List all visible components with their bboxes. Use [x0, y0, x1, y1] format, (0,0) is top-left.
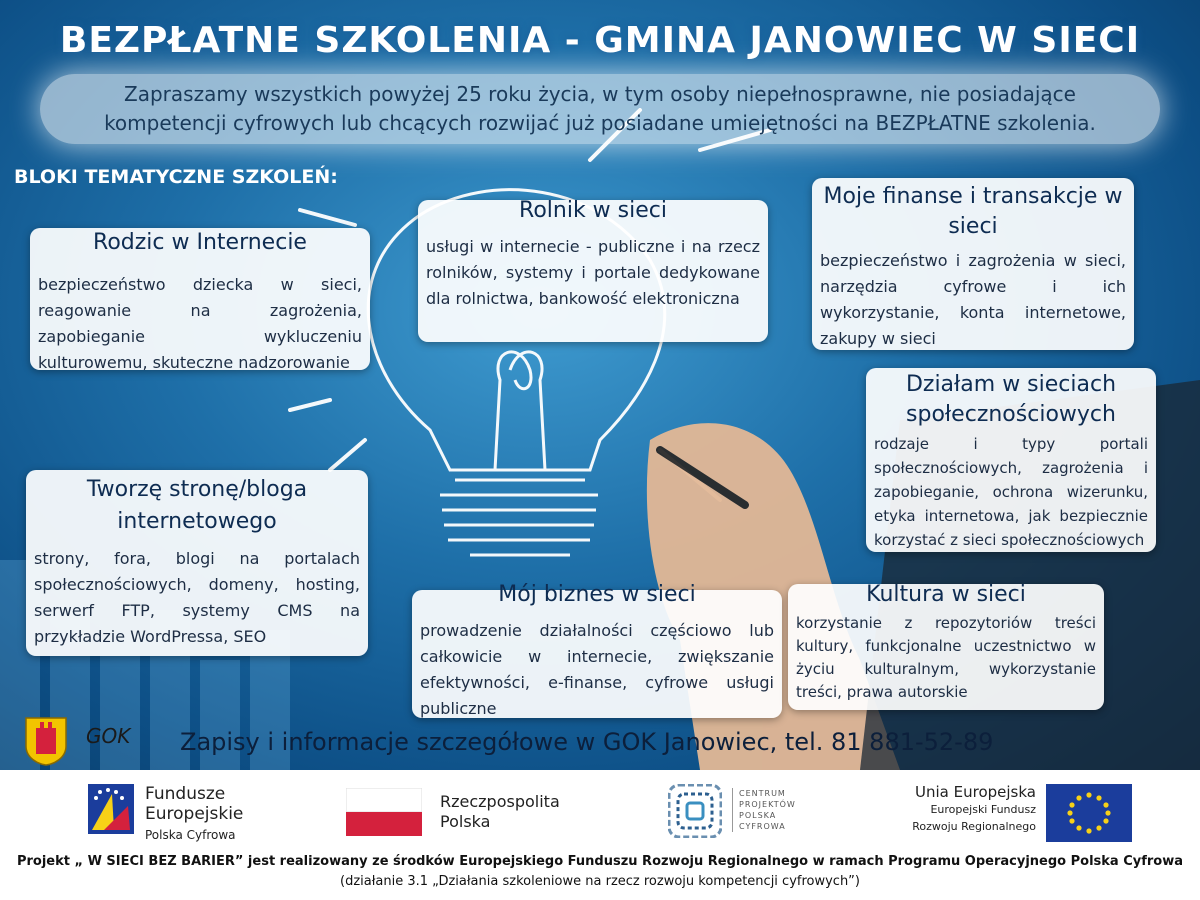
fundusze-europejskie-icon — [88, 784, 134, 834]
card-description: korzystanie z repozytoriów treści kultury, funkcjonalne uczestnictwo w życiu kulturalnym, wykorzystanie treści, prawa autorskie — [796, 614, 1096, 701]
card-title-spolecznosciowe: Działam w sieciach społecznościowych — [905, 372, 1117, 427]
fe-name — [145, 784, 243, 824]
cpp-line-3: POLSKA — [739, 811, 777, 820]
fe-line-2: Europejskie — [145, 804, 244, 824]
card-title-rodzic: Rodzic w Internecie — [93, 230, 307, 255]
ue-line-2: Europejski Fundusz — [930, 803, 1036, 816]
project-note — [0, 852, 1200, 892]
card-description: bezpieczeństwo dziecka w sieci, reagowanie na zagrożenia, zapobieganie wykluczeniu kulturowemu, skuteczne nadzorowanie — [38, 275, 362, 372]
card-biznes — [412, 590, 782, 718]
ue-line-1: Unia Europejska — [915, 783, 1036, 801]
ue-name — [880, 784, 1036, 835]
cpp-line-4: CYFROWA — [739, 822, 786, 831]
intro-line-1: Zapraszamy wszystkich powyżej 25 roku życia, w tym osoby niepełnosprawne, nie posiadające — [124, 82, 1076, 106]
project-note-line-1: Projekt „ W SIECI BEZ BARIER” jest realizowany ze środków Europejskiego Funduszu Rozwoju Regionalnego w ramach Programu Operacyjnego Polska Cyfrowa — [16, 854, 1184, 869]
card-title-biznes: Mój biznes w sieci — [498, 582, 696, 607]
polish-flag-icon — [346, 788, 422, 836]
card-description: rodzaje i typy portali społecznościowych, zagrożenia i zapobieganie, ochrona wizerunku, etyka internetowa, jak bezpiecznie korzystać z sieci społecznościowych — [874, 435, 1148, 549]
fe-sub: Polska Cyfrowa — [145, 828, 236, 842]
card-description: strony, fora, blogi na portalach społecznościowych, domeny, hosting, serwerf FTP, systemy CMS na przykładzie WordPressa, SEO — [34, 549, 360, 646]
intro-line-2: kompetencji cyfrowych lub chcących rozwijać już posiadane umiejętności na BEZPŁATNE szkolenia. — [104, 111, 1096, 135]
intro-text — [40, 74, 1160, 144]
cpp-line-2: PROJEKTÓW — [739, 800, 796, 809]
card-title-strona: Tworzę stronę/bloga internetowego — [86, 477, 308, 534]
cpp-maze-icon — [668, 784, 722, 838]
gok-logo: GOK — [86, 724, 131, 748]
blocks-heading: BLOKI TEMATYCZNE SZKOLEŃ: — [14, 166, 338, 188]
fe-line-1: Fundusze — [145, 784, 226, 804]
eu-flag-icon — [1046, 784, 1132, 842]
rp-name — [440, 792, 560, 832]
cpp-line-1: CENTRUM — [739, 789, 786, 798]
card-description: prowadzenie działalności częściowo lub całkowicie w internecie, zwiększanie efektywności, e-finanse, cyfrowe usługi publiczne — [420, 621, 774, 718]
card-title-finanse: Moje finanse i transakcje w sieci — [823, 184, 1123, 239]
rp-line-1: Rzeczpospolita — [440, 792, 560, 811]
rp-line-2: Polska — [440, 812, 491, 831]
card-description: bezpieczeństwo i zagrożenia w sieci, narzędzia cyfrowe i ich wykorzystanie, konta internetowe, zakupy w sieci — [820, 251, 1126, 348]
poster-title: BEZPŁATNE SZKOLENIA - GMINA JANOWIEC W SIECI — [59, 20, 1141, 61]
card-title-rolnik: Rolnik w sieci — [519, 198, 667, 223]
card-title-kultura: Kultura w sieci — [866, 582, 1026, 607]
project-note-line-2: (działanie 3.1 „Działania szkoleniowe na rzecz rozwoju kompetencji cyfrowych”) — [340, 874, 860, 889]
card-description: usługi w internecie - publiczne i na rzecz rolników, systemy i portale dedykowane dla rolnictwa, bankowość elektroniczna — [426, 237, 760, 308]
ue-line-3: Rozwoju Regionalnego — [912, 820, 1036, 833]
registration-info: Zapisy i informacje szczegółowe w GOK Janowiec, tel. 81 881-52-89 — [180, 728, 994, 756]
coat-of-arms-icon — [24, 716, 68, 766]
cpp-name — [732, 788, 796, 832]
